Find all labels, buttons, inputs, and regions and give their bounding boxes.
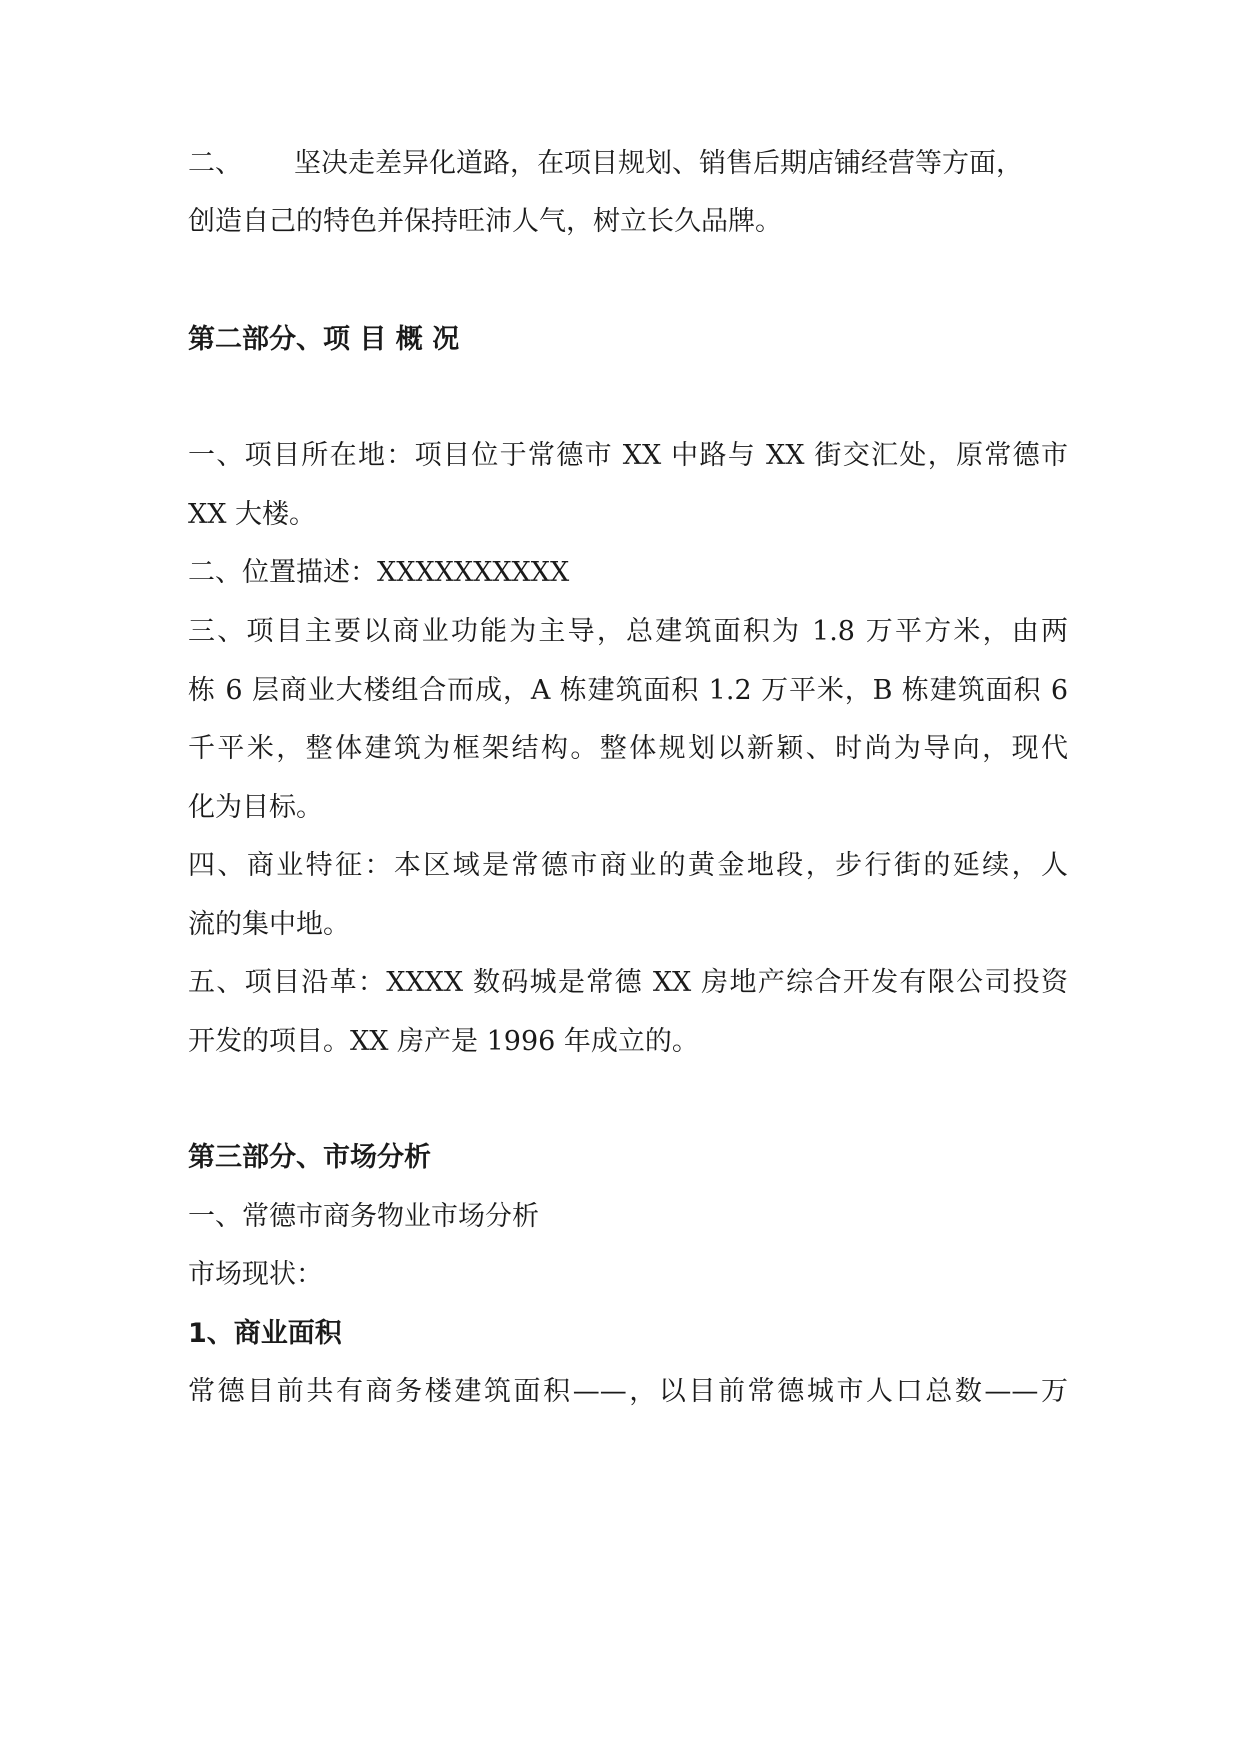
part2-line-9: 流的集中地。 bbox=[188, 909, 350, 940]
part3-sub-heading: 1、商业面积 bbox=[188, 1318, 342, 1349]
part2-line-3: 二、位置描述：XXXXXXXXXX bbox=[188, 557, 570, 588]
intro-item2-line1 bbox=[188, 146, 1068, 182]
part3-market-status: 市场现状： bbox=[188, 1259, 323, 1290]
part2-heading: 第二部分、项 目 概 况 bbox=[188, 324, 460, 355]
part2-line-4: 三、项目主要以商业功能为主导，总建筑面积为 1.8 万平方米，由两 bbox=[188, 616, 1068, 647]
part2-line-8: 四、商业特征：本区域是常德市商业的黄金地段，步行街的延续，人 bbox=[188, 850, 1068, 881]
intro-item2-number: 二、 bbox=[188, 148, 242, 179]
part3-subsection-1: 一、常德市商务物业市场分析 bbox=[188, 1201, 539, 1232]
part2-line-1: 一、项目所在地：项目位于常德市 XX 中路与 XX 街交汇处，原常德市 bbox=[188, 440, 1068, 471]
part3-last-line: 常德目前共有商务楼建筑面积——，以目前常德城市人口总数——万 bbox=[188, 1376, 1068, 1407]
part2-line-2: XX 大楼。 bbox=[188, 499, 317, 530]
part2-line-7: 化为目标。 bbox=[188, 792, 323, 823]
part2-line-11: 开发的项目。XX 房产是 1996 年成立的。 bbox=[188, 1026, 699, 1057]
intro-item2-line2: 创造自己的特色并保持旺沛人气，树立长久品牌。 bbox=[188, 206, 782, 237]
part2-line-10: 五、项目沿革：XXXX 数码城是常德 XX 房地产综合开发有限公司投资 bbox=[188, 967, 1068, 998]
part2-line-6: 千平米，整体建筑为框架结构。整体规划以新颖、时尚为导向，现代 bbox=[188, 733, 1068, 764]
part3-heading: 第三部分、市场分析 bbox=[188, 1142, 431, 1173]
part2-line-5: 栋 6 层商业大楼组合而成，A 栋建筑面积 1.2 万平米，B 栋建筑面积 6 bbox=[188, 675, 1068, 706]
intro-item2-text: 坚决走差异化道路，在项目规划、销售后期店铺经营等方面， bbox=[294, 148, 1023, 179]
